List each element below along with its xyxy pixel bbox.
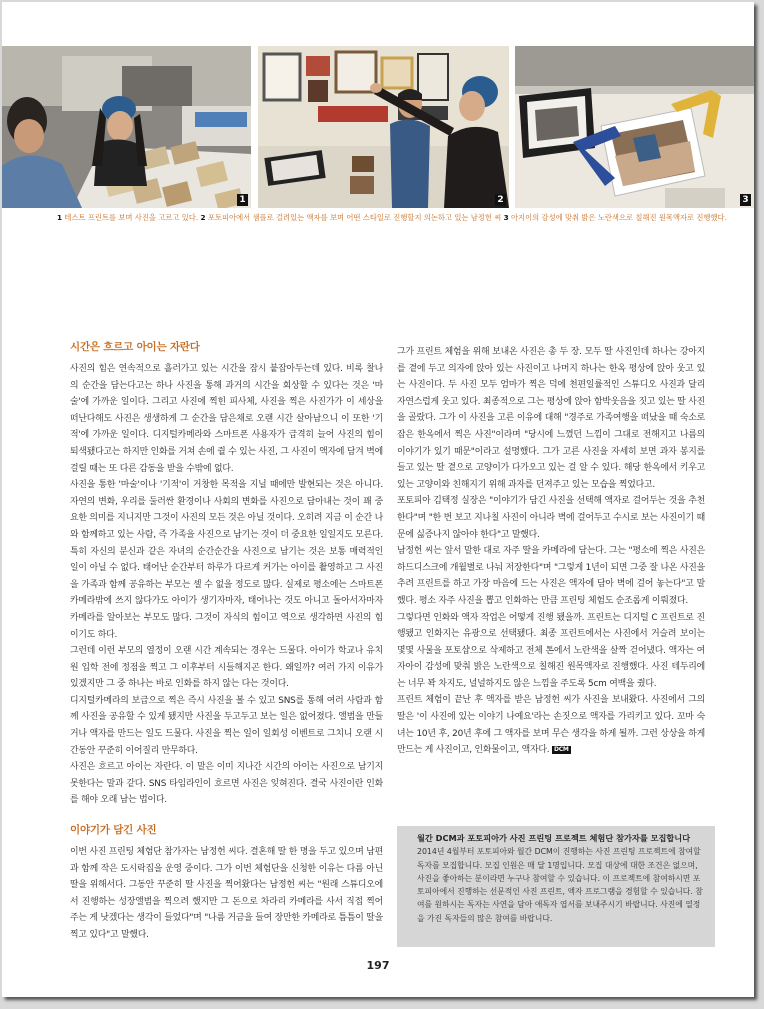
magazine-page <box>2 2 754 997</box>
photo-captions <box>57 213 727 223</box>
notice-title: 월간 DCM과 포토피아가 사진 프린팅 프로젝트 체험단 참가자를 모집합니다 <box>417 833 691 843</box>
body-paragraph: 그렇다면 인화와 액자 작업은 어떻게 진행 됐을까. 프린트는 디지털 C 프린트로 진행됐고 인화지는 유광으로 선택됐다. 최종 프린트에서는 사진에서 거슬려 보이는 몇몇 사물을 포토샵으로 삭제하고 전체 톤에서 노란색을 살짝 걷어냈다. 액자는 여자아이 감성에 맞춰 밝은 노란색으로 칠해진 원목액자로 진행했다. 사진 테두리에는 너무 꽉 차지도, 널널하지도 않은 느낌을 주도록 5cm 여백을 줬다. <box>397 612 705 689</box>
section-heading: 시간은 흐르고 아이는 자란다 <box>70 341 200 353</box>
body-paragraph: 그가 프린트 체험을 위해 보내온 사진은 총 두 장. 모두 딸 사진인데 하나는 강아지를 곁에 두고 의자에 앉아 있는 사진이고 나머지 하나는 한옥 평상에 앉아 웃고 있는 사진이다. 두 사진 모두 엄마가 찍은 덕에 천편일률적인 스튜디오 사진과 달리 자연스럽게 웃고 있다. 최종적으로 그는 평상에 앉아 함박웃음을 짓고 있는 딸 사진을 골랐다. 그가 이 사진을 고른 이유에 대해 "경주로 가족여행을 떠났을 때 숙소로 잡은 한옥에서 찍은 사진"이라며 "당시에 느꼈던 느낌이 그대로 전해지고 나름의 이야기가 있기 때문"이라고 설명했다. 그가 고른 사진을 자세히 보면 과자 봉지를 들고 있는 딸 곁으로 고양이가 다가오고 있는 걸 알 수 있다. 해당 한옥에서 키우고 있는 고양이와 친해지기 위해 과자를 던져주고 있는 모습을 찍었다고. <box>397 347 705 490</box>
body-paragraph: 이번 사진 프린팅 체험단 참가자는 남정헌 씨다. 결혼해 딸 한 명을 두고 있으며 남편과 함께 작은 도시락집을 운영 중이다. 그가 이번 체험단을 신청한 이유는 다름 아닌 딸을 위해서다. 그동안 꾸준히 딸 사진을 찍어왔다는 남정헌 씨는 "원래 스튜디오에서 진행하는 성장앨범을 찍으려 했지만 그 돈으로 차라리 카메라를 사서 직접 찍어주는 게 낫겠다는 생각이 들었다"며 "나름 거금을 들여 장만한 카메라로 틈틈이 딸을 찍고 있다"고 말했다. <box>70 847 384 940</box>
caption-text: 테스트 프린트를 보며 사진을 고르고 있다. <box>64 213 199 222</box>
photo-choosing-prints <box>2 46 251 208</box>
notice-body: 2014년 4월부터 포토피아와 월간 DCM이 진행하는 사진 프린팅 프로젝트에 참여할 독자를 모집합니다. 모집 인원은 매 달 1명입니다. 모집 대상에 대한 조건은 없으며, 사진을 좋아하는 분이라면 누구나 참여할 수 있습니다. 이 프로젝트에 참여하시면 포토피아에서 진행하는 선문적인 사진 프린트, 액자 프로그램을 경험할 수 있습니다. 참여를 원하시는 독자는 사연을 담아 애독자 엽서를 보내주시기 바랍니다. 사진에 열정을 가진 독자들의 많은 참여를 바랍니다. <box>417 847 703 923</box>
body-paragraph: 그런데 이런 부모의 열정이 오랜 시간 계속되는 경우는 드물다. 아이가 학교나 유치원 입학 전에 정점을 찍고 그 이후부터 시들해지곤 한다. 왜일까? 여러 가지 이유가 있겠지만 그 중 하나는 바로 인화를 하지 않는 다는 것이다. <box>70 646 383 690</box>
body-paragraph: 사진을 통한 '마술'이나 '기적'이 거창한 목적을 지닐 때에만 발현되는 것은 아니다. 자연의 변화, 우리를 둘러싼 환경이나 사회의 변화를 사진으로 담아내는 것이 꽤 중요한 의미를 지니지만 그것이 사진의 모든 것은 아닐 것이다. 오히려 지금 이 순간 나와 함께하고 있는 사람, 즉 가족을 사진으로 남기는 것이 더 중요한 일일지도 모른다. <box>70 480 384 540</box>
photo-2-illustration <box>258 46 509 208</box>
body-paragraph-text: 프린트 체험이 끝난 후 액자를 받은 남정헌 씨가 사진을 보내왔다. 사진에서 그의 딸은 '이 사진에 있는 이야기 나예요'라는 손짓으로 액자를 가리키고 있다. 꼬마 숙녀는 10년 후, 20년 후에 그 액자를 보며 무슨 생각을 하게 될까. 그런 상상을 하게 만드는 게 사진이고, 인화물이고, 액자다. <box>397 695 705 756</box>
photo-yellow-frame <box>515 46 754 208</box>
body-paragraph <box>397 692 705 758</box>
caption-number: 1 <box>57 213 63 222</box>
photo-1-illustration <box>2 46 251 208</box>
caption-number: 2 <box>200 213 206 222</box>
photo-discussing-frames <box>258 46 509 208</box>
body-paragraph: 특히 자신의 분신과 같은 자녀의 순간순간을 사진으로 남기는 것은 보통 매력적인 일이 아닐 수 없다. 태어난 순간부터 하루가 다르게 커가는 아이를 촬영하고 그 사진을 가족과 함께 공유하는 부모는 셀 수 없을 정도로 많다. 실제로 평소에는 스마트폰 카메라밖에 쓰지 않다가도 아이가 생기자마자, 태어나는 것도 아니고 돌아서자마자 카메라를 알아보는 부모도 많다. 그것이 자식의 힘이고 역으로 생각하면 사진의 힘이기도 하다. <box>70 546 383 640</box>
photo-number-badge: 1 <box>237 194 248 206</box>
caption-text: 아지이의 감성에 맞춰 밝은 노란색으로 칠해진 원목액자로 진행했다. <box>511 213 727 222</box>
body-paragraph: 사진은 흐르고 아이는 자란다. 이 말은 이미 지나간 시간의 아이는 사진으로 남기지 못한다는 말과 같다. SNS 타임라인이 흐르면 사진은 잊혀진다. 결국 사진이란 인화를 해야 오래 남는 법이다. <box>70 762 383 806</box>
photo-number-badge: 2 <box>495 194 506 206</box>
article-left-column <box>70 338 383 944</box>
end-mark: DCM <box>553 745 569 753</box>
section-heading: 이야기가 담긴 사진 <box>70 824 157 837</box>
caption-text: 포토피아에서 샘플로 걸려있는 액자를 보며 어떤 스타일로 진행할지 의논하고 있는 남정헌 씨 <box>207 213 502 222</box>
body-paragraph: 포토피아 김택정 실장은 "이야기가 담긴 사진을 선택해 액자로 걸어두는 것을 추천한다"며 "한 번 보고 지나칠 사진이 아니라 벽에 걸어두고 수시로 보는 사진이기 때문에 싫증나지 않아야 한다"고 말했다. <box>397 496 705 540</box>
article-right-column <box>397 344 705 759</box>
recruitment-notice-box <box>397 826 715 947</box>
body-paragraph: 디지털카메라의 보급으로 찍은 즉시 사진을 볼 수 있고 SNS를 통해 여러 사람과 함께 사진을 공유할 수 있게 됐지만 사진을 두고두고 보는 일은 없어졌다. 앨범을 만들거나 액자를 만드는 일도 드물다. 사진을 찍는 일이 일회성 이벤트로 그치니 오랜 시간동안 꾸준히 이어질리 만무하다. <box>70 695 383 756</box>
caption-number: 3 <box>503 213 509 222</box>
photo-3-illustration <box>515 46 754 208</box>
page-number: 197 <box>366 959 390 972</box>
body-paragraph: 남정헌 씨는 앞서 말한 대로 자주 딸을 카메라에 담는다. 그는 "평소에 찍은 사진은 하드디스크에 개월별로 나눠 저장한다"며 "그렇게 1년이 되면 그중 잘 나온 사진을 추려 프린트를 하고 가장 마음에 드는 사진은 액자에 담아 벽에 걸어 놓는다"고 말했다. 평소 자주 사진을 뽑고 인화하는 만큼 프린팅 체험도 순조롭게 이뤄졌다. <box>397 546 705 606</box>
body-paragraph: 사진의 힘은 연속적으로 흘러가고 있는 시간을 잠시 붙잡아두는데 있다. 비록 찰나의 순간을 담는다고는 하나 사진을 통해 과거의 시간을 회상할 수 있다는 것은 '마술'에 가까운 일이다. 그리고 사진에 찍힌 피사체, 사진을 찍은 사진가가 이 세상을 떠난다해도 사진은 생생하게 그 순간을 담은채로 오랜 시간 살아남으니 이 또한 '기적'에 가까운 일이다. 디지털카메라와 스마트폰 사용자가 급격히 늘어 사진의 힘이 퇴색됐다고는 하지만 인화를 거쳐 손에 쥘 수 있는 사진, 그 사진이 액자에 담겨 벽에 걸릴 때는 또 다른 감동을 받을 수밖에 없다. <box>70 364 384 474</box>
photo-number-badge: 3 <box>740 194 751 206</box>
